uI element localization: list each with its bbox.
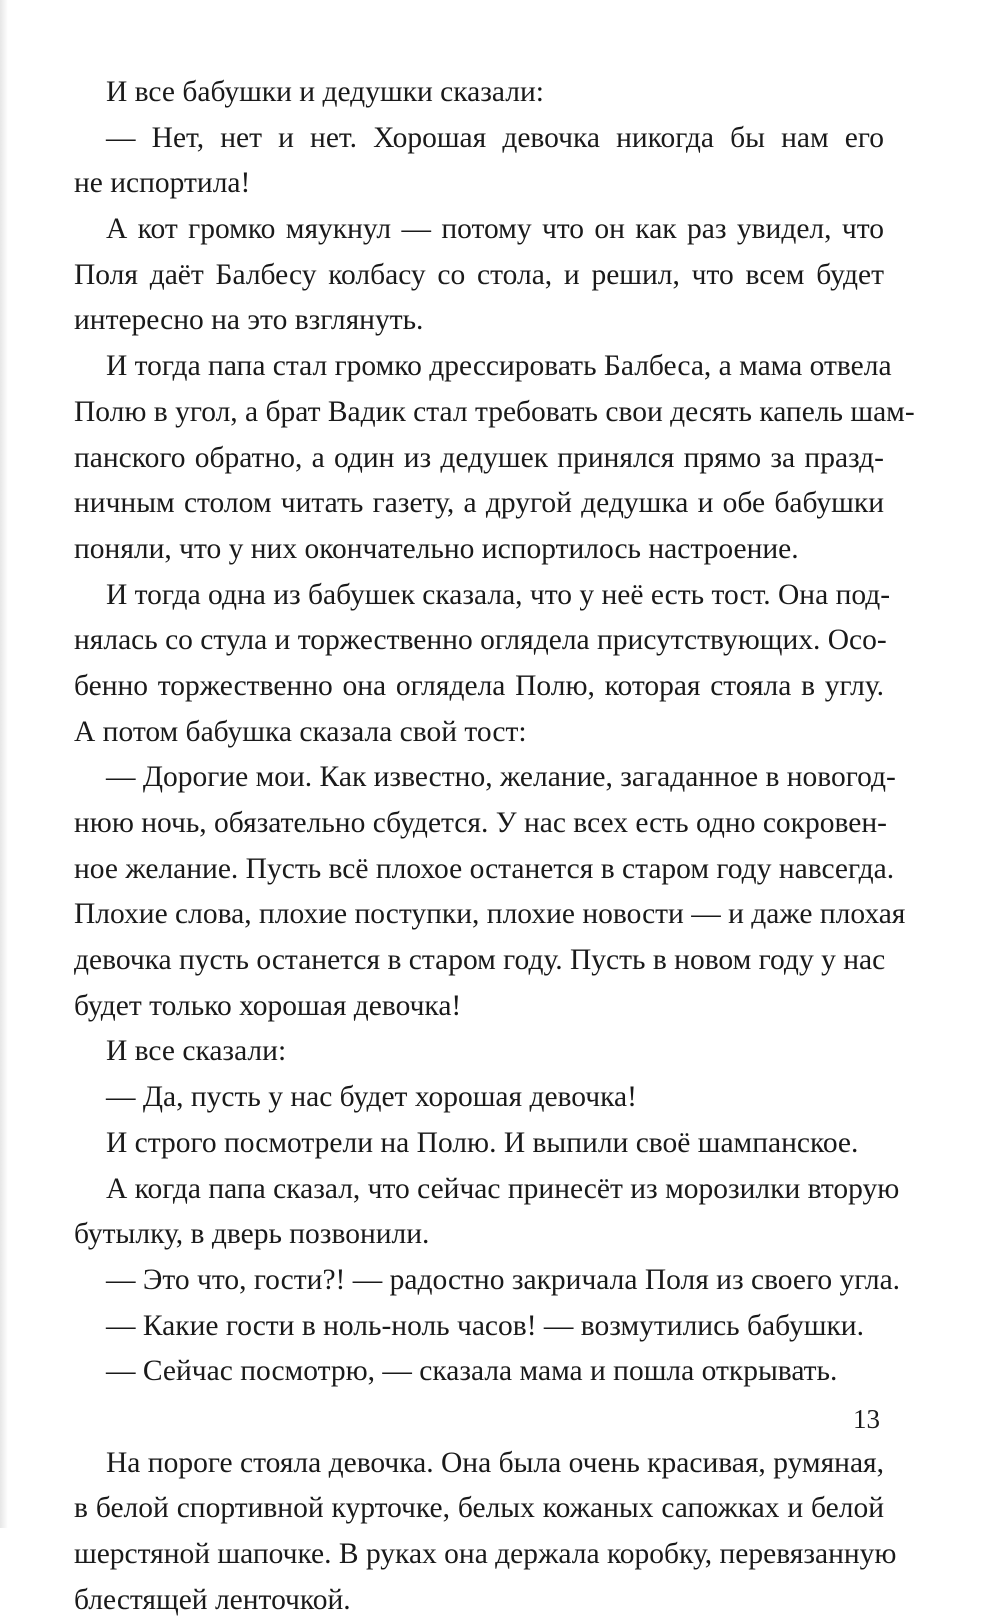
text-line: поняли, что у них окончательно испортилось настроение.: [74, 532, 799, 565]
text-line: И тогда папа стал громко дрессировать Балбеса, а мама отвела: [106, 350, 892, 383]
text-line: А кот громко мяукнул — потому что он как раз увидел, что: [106, 213, 884, 246]
text-line: И все сказали:: [106, 1035, 287, 1068]
text-line: будет только хорошая девочка!: [74, 989, 462, 1022]
text-line: Поля даёт Балбесу колбасу со стола, и решил, что всем будет: [74, 258, 884, 291]
text-line: ное желание. Пусть всё плохое останется в старом году навсегда.: [74, 852, 895, 885]
text-line: А когда папа сказал, что сейчас принесёт из морозилки вторую: [106, 1172, 900, 1205]
text-line: девочка пусть останется в старом году. Пусть в новом году у нас: [74, 944, 886, 977]
text-line: — Это что, гости?! — радостно закричала Поля из своего угла.: [106, 1263, 901, 1296]
text-line: блестящей ленточкой.: [74, 1583, 351, 1616]
text-line: И строго посмотрели на Полю. И выпили своё шампанское.: [106, 1126, 859, 1159]
text-line: интересно на это взглянуть.: [74, 304, 424, 337]
text-line: бутылку, в дверь позвонили.: [74, 1218, 430, 1251]
text-line: панского обратно, а один из дедушек принялся прямо за празд-: [74, 441, 884, 474]
page-edge-shadow: [0, 0, 8, 1528]
text-line: А потом бабушка сказала свой тост:: [74, 715, 527, 748]
text-line: ничным столом читать газету, а другой дедушка и обе бабушки: [74, 487, 884, 520]
text-line: — Какие гости в ноль-ноль часов! — возмутились бабушки.: [106, 1309, 864, 1342]
text-line: не испортила!: [74, 167, 251, 200]
text-line: И тогда одна из бабушек сказала, что у неё есть тост. Она под-: [106, 578, 891, 611]
text-line: Полю в угол, а брат Вадик стал требовать свои десять капель шам-: [74, 395, 915, 428]
text-line: — Нет, нет и нет. Хорошая девочка никогда бы нам его: [106, 121, 884, 154]
page-number: 13: [853, 1404, 880, 1434]
text-line: бенно торжественно она оглядела Полю, которая стояла в углу.: [74, 669, 884, 702]
text-line: Плохие слова, плохие поступки, плохие новости — и даже плохая: [74, 898, 906, 931]
text-line: И все бабушки и дедушки сказали:: [106, 76, 544, 108]
text-line: шерстяной шапочке. В руках она держала коробку, перевязанную: [74, 1538, 897, 1570]
body-text: [74, 70, 915, 1623]
text-line: нялась со стула и торжественно оглядела присутствующих. Осо-: [74, 624, 887, 657]
text-line: — Сейчас посмотрю, — сказала мама и пошла открывать.: [106, 1355, 838, 1388]
text-line: — Дорогие мои. Как известно, желание, загаданное в новогод-: [106, 761, 896, 794]
section-break: [74, 1395, 884, 1441]
text-line: На пороге стояла девочка. Она была очень красивая, румяная,: [106, 1446, 884, 1479]
text-line: — Да, пусть у нас будет хорошая девочка!: [106, 1081, 637, 1114]
text-line: в белой спортивной курточке, белых кожаных сапожках и белой: [74, 1492, 884, 1525]
text-line: нюю ночь, обязательно сбудется. У нас всех есть одно сокровен-: [74, 807, 887, 839]
